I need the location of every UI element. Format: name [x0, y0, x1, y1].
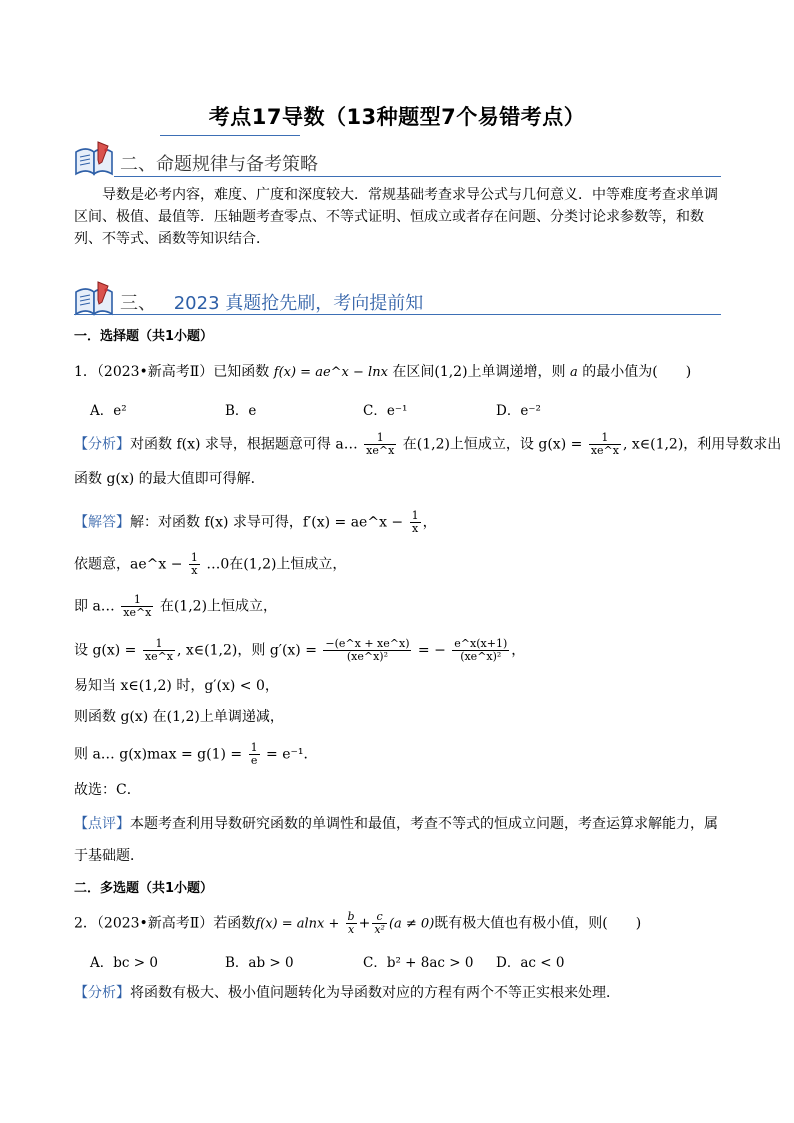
denominator: x — [191, 564, 198, 577]
section-divider-top — [160, 135, 300, 136]
denominator: xe^x — [144, 650, 174, 663]
fraction — [323, 638, 411, 663]
denominator: x — [412, 522, 419, 535]
q1-stem — [74, 361, 691, 381]
q2-option-c: C．b² + 8ac > 0 — [363, 955, 474, 971]
section-3-divider — [74, 314, 721, 315]
section-3-highlight: 2023 真题抢先刷，考向提前知 — [173, 293, 424, 314]
denominator: x² — [374, 923, 385, 936]
numerator: c — [372, 911, 387, 924]
q1-solution-2 — [74, 552, 346, 577]
solution-text: 在(1,2)上恒成立， — [155, 598, 278, 615]
q1-solution-1: 【解答】解：对函数 f(x) 求导可得，f′(x) = ae^x − $\frac{1}{x}$ ， — [74, 509, 437, 535]
q2-stem: 2．（2023•新高考Ⅱ）若函数f(x) = alnx + $\frac{b}{x}$ + $\frac{c}{\text{x²}}$ (a ≠ 0)既有极大值也有极小值，则( ) — [74, 910, 642, 936]
q1-solution-6: 则函数 g(x) 在(1,2)上单调递减， — [74, 709, 284, 725]
q1-solution-4: 设 g(x) = $\frac{1}{xe\^{}x}$ , x∈(1,2)，则 g′(x) = $\frac{-(e\^{}x + xe\^{}x)}{\text{(xe\textasciicircum{}x)²}}$ = − $\frac{e\^{}x(x+1)}{\text{(xe\textasciicircum{}x)²}}$ ， — [74, 637, 526, 663]
numerator: b — [347, 910, 355, 923]
q1-comment — [74, 813, 718, 833]
q1-option-b: B．e — [225, 403, 257, 419]
q2-option-b: B．ab > 0 — [225, 955, 294, 971]
analysis-tag: 【分析】 — [74, 436, 130, 453]
q1-answer: 故选：C． — [74, 782, 141, 798]
q1-analysis — [74, 432, 781, 457]
book-icon — [72, 280, 116, 318]
q1-solution-5: 易知当 x∈(1,2) 时，g′(x) < 0， — [74, 678, 279, 694]
solution-text: = − — [413, 642, 451, 659]
solution-text: 则 a… g(x)max = g(1) = — [74, 746, 247, 763]
fraction — [589, 432, 621, 457]
fraction — [121, 594, 153, 619]
q1-stem-text: 在区间(1,2)上单调递增，则 — [392, 364, 566, 380]
numerator: 1 — [364, 432, 396, 445]
denominator: x — [347, 923, 355, 936]
analysis-text: 将函数有极大、极小值问题转化为导函数对应的方程有两个不等正实根来处理． — [130, 985, 620, 1001]
solution-text: 解：对函数 f(x) 求导可得，f′(x) = ae^x − — [130, 514, 408, 531]
solution-text: 即 a… — [74, 598, 120, 615]
fraction — [143, 638, 175, 663]
comment-text: 本题考查利用导数研究函数的单调性和最值，考查不等式的恒成立问题，考查运算求解能力，属 — [130, 816, 718, 832]
q2-condition: (a ≠ 0) — [388, 916, 435, 932]
denominator: e — [250, 754, 258, 767]
q1-solution-7 — [74, 742, 318, 767]
section-3-heading — [120, 289, 423, 315]
section-3-prefix: 三、 — [120, 293, 156, 314]
fraction — [452, 638, 509, 663]
numerator: 1 — [250, 741, 258, 754]
q2-function: f(x) = alnx + — [255, 916, 344, 932]
q2-option-d: D．ac < 0 — [496, 955, 565, 971]
analysis-text: 对函数 f(x) 求导，根据题意可得 a… — [130, 436, 363, 453]
q2-option-a: A．bc > 0 — [90, 955, 158, 971]
solution-text: 设 g(x) = — [74, 642, 141, 659]
analysis-text: , x∈(1,2)，利用导数求出 — [622, 436, 782, 453]
numerator: 1 — [411, 509, 419, 522]
numerator: 1 — [143, 638, 175, 651]
page-title: 考点17导数（13种题型7个易错考点） — [208, 105, 586, 129]
q1-option-a: A．e² — [90, 403, 127, 419]
book-icon — [72, 140, 116, 178]
solution-text: , x∈(1,2)，则 g′(x) = — [177, 642, 322, 659]
denominator: (xe^x)² — [346, 650, 389, 663]
part-2-header: 二．多选题（共1小题） — [74, 881, 214, 896]
solution-text: …0在(1,2)上恒成立， — [201, 556, 347, 573]
fraction — [410, 510, 421, 535]
section-2-heading: 二、命题规律与备考策略 — [120, 154, 318, 175]
numerator: e^x(x+1) — [454, 637, 508, 650]
section-2-divider — [114, 176, 721, 177]
denominator: xe^x — [123, 606, 152, 619]
solution-tag: 【解答】 — [74, 514, 130, 531]
q1-option-c: C．e⁻¹ — [363, 403, 408, 419]
part-1-header: 一．选择题（共1小题） — [74, 329, 214, 344]
solution-text: 依题意，ae^x − — [74, 556, 187, 573]
numerator: −(e^x + xe^x) — [325, 637, 410, 650]
q1-stem-text: 的最小值为( ) — [582, 364, 692, 380]
q1-analysis-cont: 函数 g(x) 的最大值即可得解． — [74, 471, 265, 487]
q1-solution-3 — [74, 594, 277, 619]
q2-stem-text: 2．（2023•新高考Ⅱ）若函数 — [74, 915, 256, 932]
q2-stem-text: 既有极大值也有极小值，则( ) — [434, 915, 642, 932]
fraction — [249, 742, 260, 767]
comment-tag: 【点评】 — [74, 816, 130, 832]
numerator: 1 — [121, 594, 153, 607]
denominator: xe^x — [366, 444, 395, 457]
numerator: 1 — [589, 432, 621, 445]
fraction — [189, 552, 200, 577]
analysis-tag: 【分析】 — [74, 985, 130, 1001]
denominator: xe^x — [590, 444, 619, 457]
q1-option-d: D．e⁻² — [496, 403, 541, 419]
q2-analysis — [74, 982, 620, 1002]
denominator: (xe^x)² — [460, 650, 502, 663]
fraction — [364, 432, 396, 457]
solution-text: = e⁻¹． — [261, 746, 318, 763]
numerator: 1 — [190, 551, 198, 564]
fraction — [346, 911, 357, 936]
analysis-text: 在(1,2)上恒成立，设 g(x) = — [398, 436, 587, 453]
section-2-paragraph: 导数是必考内容，难度、广度和深度较大．常规基础考查求导公式与几何意义．中等难度考查求单调区间、极值、最值等．压轴题考查零点、不等式证明、恒成立或者存在问题、分类讨论求参数等，和数列、不等式、函数等知识结合． — [74, 187, 718, 247]
q1-function: f(x) = ae^x − lnx — [273, 365, 388, 380]
fraction — [372, 911, 387, 936]
section-2-text — [74, 184, 724, 250]
q1-comment-cont: 于基础题． — [74, 848, 144, 864]
q1-variable: a — [570, 365, 578, 380]
q1-stem-text: 1．（2023•新高考Ⅱ）已知函数 — [74, 364, 270, 380]
